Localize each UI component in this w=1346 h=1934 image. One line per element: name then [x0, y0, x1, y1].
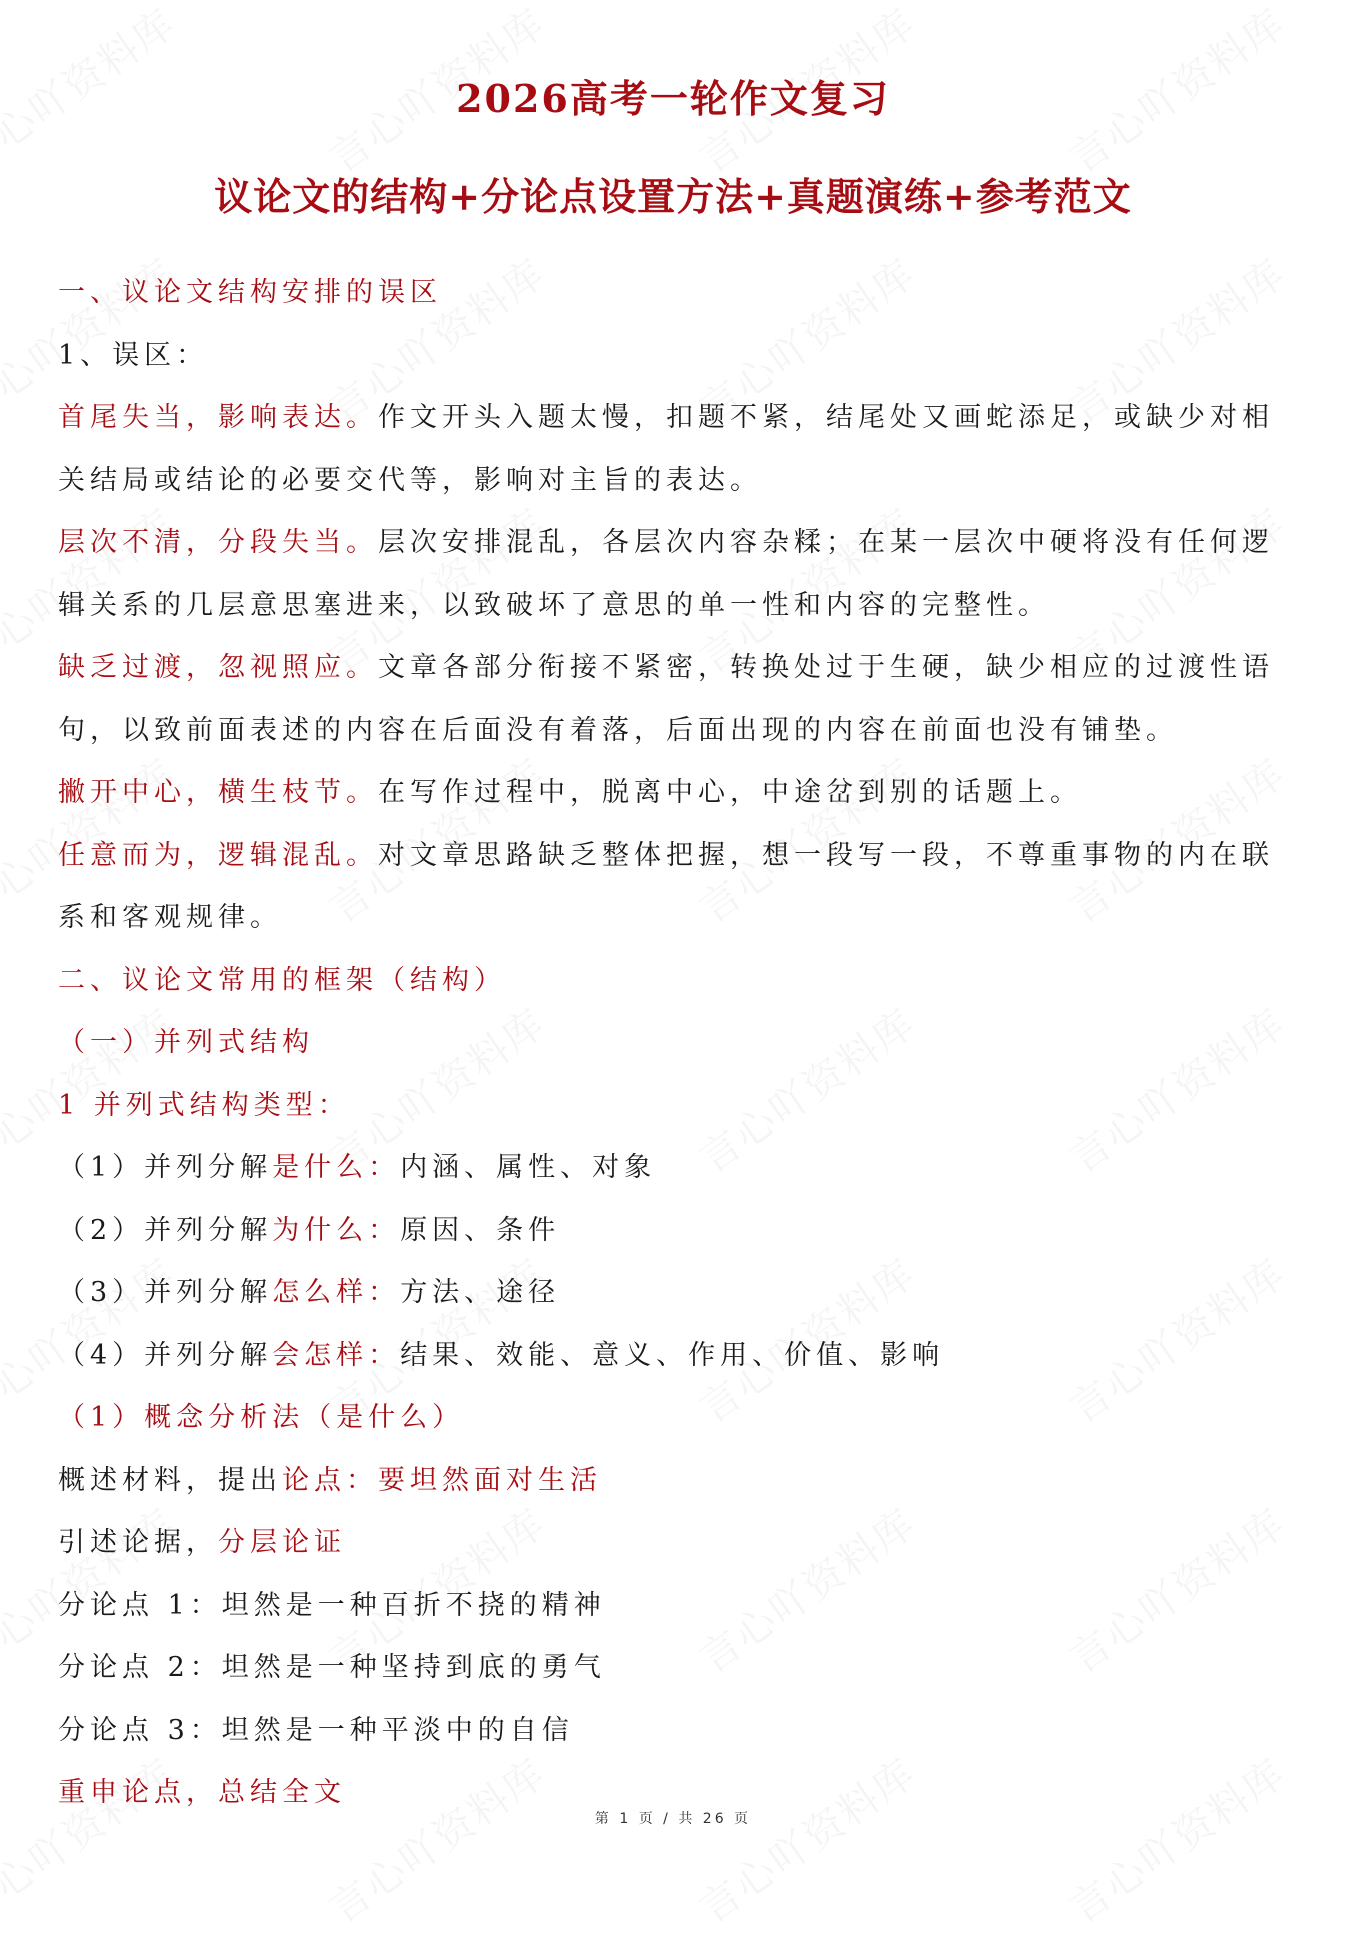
- section-heading-2: 二、议论文常用的框架（结构）: [58, 964, 506, 996]
- error-key: 首尾失当，影响表达。: [58, 402, 378, 433]
- error-key: 缺乏过渡，忽视照应。: [58, 652, 378, 683]
- error-item-3-line-2: 句，以致前面表述的内容在后面没有着落，后面出现的内容在前面也没有铺垫。: [58, 714, 1178, 746]
- error-item-2-line-1: 层次不清，分段失当。层次安排混乱，各层次内容杂糅；在某一层次中硬将没有任何逻: [58, 527, 1274, 558]
- outline-thesis: 概述材料，提出论点：要坦然面对生活: [58, 1464, 602, 1496]
- method-heading: （1）概念分析法（是什么）: [58, 1402, 465, 1433]
- error-item-3-line-1: 缺乏过渡，忽视照应。文章各部分衔接不紧密，转换处过于生硬，缺少相应的过渡性语: [58, 652, 1274, 683]
- subheading-mistakes: 1、误区：: [58, 339, 209, 371]
- section-heading-1: 一、议论文结构安排的误区: [58, 277, 442, 308]
- error-item-1-line-2: 关结局或结论的必要交代等，影响对主旨的表达。: [58, 464, 762, 496]
- error-item-2-line-2: 辑关系的几层意思塞进来，以致破坏了意思的单一性和内容的完整性。: [58, 589, 1050, 621]
- type-item-2: （2）并列分解为什么：原因、条件: [58, 1214, 561, 1246]
- sub-argument-1: 分论点 1：坦然是一种百折不挠的精神: [58, 1589, 606, 1621]
- outline-conclusion: 重申论点，总结全文: [58, 1777, 346, 1808]
- document-subtitle: 议论文的结构+分论点设置方法+真题演练+参考范文: [214, 174, 1132, 219]
- type-item-3: （3）并列分解怎么样：方法、途径: [58, 1277, 561, 1308]
- subheading-parallel-types: 1 并列式结构类型：: [58, 1089, 350, 1121]
- error-key: 层次不清，分段失当。: [58, 527, 378, 558]
- subheading-parallel: （一）并列式结构: [58, 1027, 314, 1058]
- sub-argument-3: 分论点 3：坦然是一种平淡中的自信: [58, 1714, 574, 1746]
- error-item-1-line-1: 首尾失当，影响表达。作文开头入题太慢，扣题不紧，结尾处又画蛇添足，或缺少对相: [58, 402, 1274, 433]
- error-key: 撇开中心，横生枝节。: [58, 777, 378, 808]
- error-item-5-line-2: 系和客观规律。: [58, 902, 282, 933]
- error-key: 任意而为，逻辑混乱。: [58, 839, 378, 871]
- document-body: [58, 262, 1294, 1825]
- error-item-5-line-1: 任意而为，逻辑混乱。对文章思路缺乏整体把握，想一段写一段，不尊重事物的内在联: [58, 839, 1274, 871]
- document-title: 2026高考一轮作文复习: [456, 76, 890, 121]
- sub-argument-2: 分论点 2：坦然是一种坚持到底的勇气: [58, 1652, 606, 1683]
- error-item-4-line-1: 撇开中心，横生枝节。在写作过程中，脱离中心，中途岔到别的话题上。: [58, 777, 1082, 808]
- type-item-1: （1）并列分解是什么：内涵、属性、对象: [58, 1152, 657, 1183]
- outline-evidence: 引述论据，分层论证: [58, 1527, 346, 1558]
- page-number: 第 1 页 / 共 26 页: [594, 1811, 752, 1827]
- type-item-4: （4）并列分解会怎样：结果、效能、意义、作用、价值、影响: [58, 1339, 945, 1371]
